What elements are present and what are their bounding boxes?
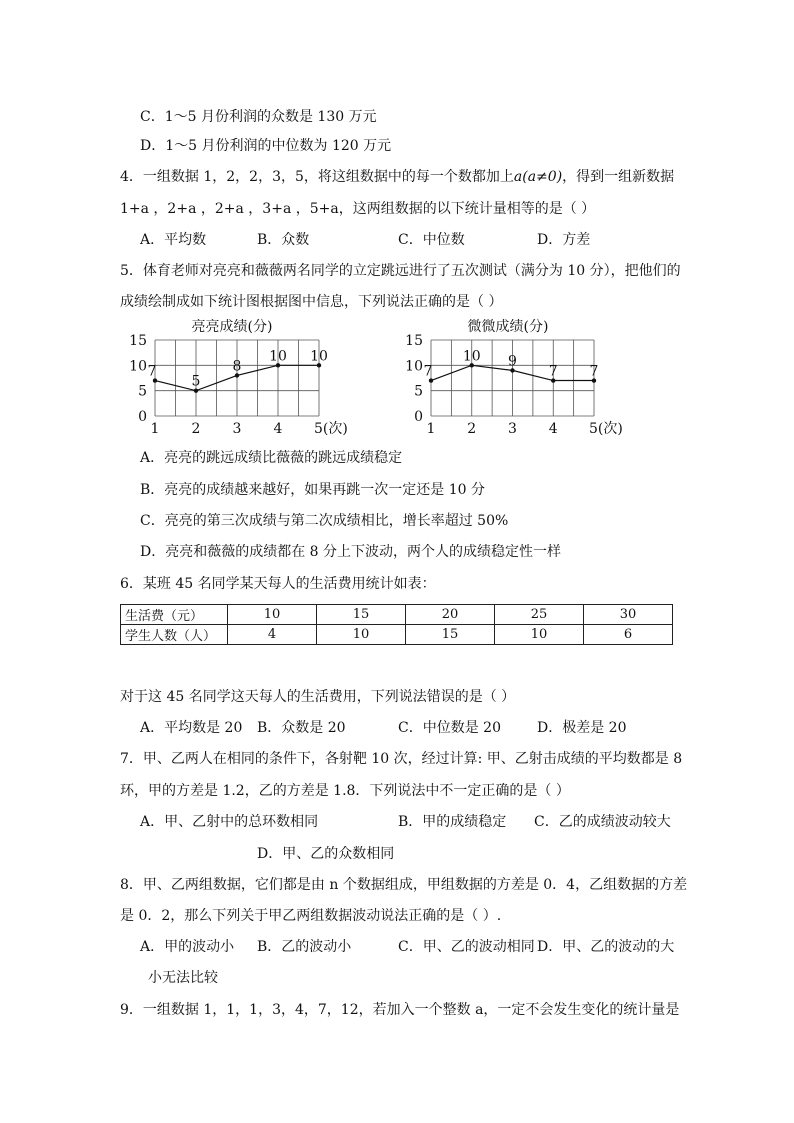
chart-2-title: 微微成绩(分) <box>467 319 549 335</box>
chart-2-y-tick-label: 10 <box>405 358 423 375</box>
q5-option-b: B．亮亮的成绩越来越好，如果再跳一次一定还是 10 分 <box>140 482 486 498</box>
chart-2-y-tick-label: 15 <box>405 333 423 349</box>
chart-1-data-label: 7 <box>147 363 157 380</box>
table-cell: 10 <box>317 625 406 645</box>
chart-1-data-label: 5 <box>191 373 201 390</box>
table-row <box>121 625 673 645</box>
chart-1-data-label: 8 <box>232 358 242 375</box>
q4-stem-part-a: 4．一组数据 1，2，2，3，5，将这组数据中的每一个数都加上 <box>120 169 514 185</box>
q5-stem-line1: 5．体育老师对亮亮和薇薇两名同学的立定跳远进行了五次测试（满分为 10 分），把他们的 <box>120 263 681 279</box>
q8-option-a: A．甲的波动小 <box>140 939 235 955</box>
q6-option-b: B．众数是 20 <box>257 720 346 736</box>
chart-1-y-tick-label: 10 <box>129 358 147 375</box>
q7-option-d: D．甲、乙的众数相同 <box>257 846 395 862</box>
chart-2-x-tick-label: 2 <box>467 421 477 437</box>
table-cell: 30 <box>584 605 673 625</box>
q4-option-c: C．中位数 <box>398 232 465 248</box>
chart-2-data-label: 7 <box>589 363 599 380</box>
chart-1-x-tick-label: 2 <box>191 421 201 437</box>
chart-1-x-tick-label: 3 <box>232 421 242 437</box>
chart-1-title: 亮亮成绩(分) <box>191 319 273 335</box>
table-row <box>121 605 673 625</box>
table-cell: 15 <box>406 625 495 645</box>
q8-stem-line2: 是 0．2，那么下列关于甲乙两组数据波动说法正确的是（ ）. <box>120 908 502 924</box>
q4-options <box>0 229 794 249</box>
q7-options-row1 <box>0 811 794 831</box>
q6-option-a: A．平均数是 20 <box>140 720 243 736</box>
chart-2-x-tick-label: 5(次) <box>589 421 623 437</box>
q7-option-c: C．乙的成绩波动较大 <box>534 814 671 830</box>
chart-1-data-label: 10 <box>310 348 328 365</box>
q5-line-charts <box>0 310 794 440</box>
q3-option-c: C．1～5 月份利润的众数是 130 万元 <box>140 109 377 125</box>
chart-2-y-tick-label: 0 <box>414 409 423 425</box>
q5-option-a: A．亮亮的跳远成绩比薇薇的跳远成绩稳定 <box>140 450 403 466</box>
q7-option-b: B．甲的成绩稳定 <box>398 814 507 830</box>
q4-option-b: B．众数 <box>257 232 310 248</box>
table-cell: 15 <box>317 605 406 625</box>
q8-stem-line1: 8．甲、乙两组数据，它们都是由 n 个数据组成，甲组数据的方差是 0．4，乙组数据的方差 <box>120 877 688 893</box>
table-cell: 10 <box>495 625 584 645</box>
table-cell: 10 <box>228 605 317 625</box>
q4-option-a: A．平均数 <box>140 232 207 248</box>
chart-1-x-tick-label: 4 <box>273 421 283 437</box>
q9-stem-line1: 9．一组数据 1，1，1，3，4，7，12，若加入一个整数 a，一定不会发生变化的统计量是 <box>120 1002 680 1018</box>
q8-option-b: B．乙的波动小 <box>257 939 352 955</box>
chart-1-x-tick-label: 5(次) <box>314 421 348 437</box>
q5-option-d: D．亮亮和薇薇的成绩都在 8 分上下波动，两个人的成绩稳定性一样 <box>140 544 562 560</box>
chart-2-data-label: 9 <box>508 353 517 370</box>
q4-stem-line2: 1+a ，2+a ，2+a ，3+a ，5+a，这两组数据的以下统计量相等的是（ ） <box>120 201 596 217</box>
q7-option-a: A．甲、乙射中的总环数相同 <box>140 814 319 830</box>
q5-option-c: C．亮亮的第三次成绩与第二次成绩相比，增长率超过 50% <box>140 513 509 529</box>
chart-2-x-tick-label: 4 <box>548 421 558 437</box>
q8-options <box>0 936 794 956</box>
chart-2-data-label: 7 <box>548 363 558 380</box>
table-cell: 4 <box>228 625 317 645</box>
q6-options <box>0 717 794 737</box>
q6-option-d: D．极差是 20 <box>537 720 627 736</box>
q4-option-d: D．方差 <box>537 232 591 248</box>
q6-option-c: C．中位数是 20 <box>398 720 501 736</box>
chart-1-y-tick-label: 0 <box>138 409 147 425</box>
q7-stem-line1: 7．甲、乙两人在相同的条件下，各射靶 10 次，经过计算: 甲、乙射击成绩的平均数都是 8 <box>120 751 683 767</box>
chart-1-y-tick-label: 5 <box>138 383 147 400</box>
q5-stem-line2: 成绩绘制成如下统计图根据图中信息，下列说法正确的是（ ） <box>120 294 503 310</box>
table-cell: 20 <box>406 605 495 625</box>
chart-2-x-tick-label: 3 <box>508 421 517 437</box>
q6-stem-line2: 对于这 45 名同学这天每人的生活费用，下列说法错误的是（ ） <box>120 689 516 705</box>
chart-1-data-label: 10 <box>269 348 287 365</box>
table-cell: 6 <box>584 625 673 645</box>
table-cell: 25 <box>495 605 584 625</box>
chart-1-x-tick-label: 1 <box>150 421 160 437</box>
q4-stem-part-b: ，得到一组新数据 <box>562 169 675 185</box>
q8-option-c: C．甲、乙的波动相同 <box>398 939 535 955</box>
chart-1-y-tick-label: 15 <box>129 333 147 349</box>
q3-option-d: D．1～5 月份利润的中位数为 120 万元 <box>140 138 392 154</box>
chart-2-data-label: 10 <box>462 348 481 365</box>
q6-stem-line1: 6．某班 45 名同学某天每人的生活费用统计如表： <box>120 576 436 592</box>
q8-option-d: D．甲、乙的波动的大 <box>537 939 675 955</box>
table-row-header: 生活费（元） <box>121 605 228 625</box>
chart-2-data-label: 7 <box>423 363 433 380</box>
table-row-header: 学生人数（人） <box>121 625 228 645</box>
q8-option-d-wrap: 小无法比较 <box>148 970 218 986</box>
chart-2-x-tick-label: 1 <box>426 421 436 437</box>
chart-2-y-tick-label: 5 <box>414 383 423 400</box>
q4-stem-line1 <box>120 166 674 186</box>
q7-stem-line2: 环，甲的方差是 1.2，乙的方差是 1.8．下列说法中不一定正确的是（ ） <box>120 783 570 799</box>
q4-math-expr: a(a≠0) <box>513 169 563 185</box>
q6-expense-table <box>120 604 673 645</box>
